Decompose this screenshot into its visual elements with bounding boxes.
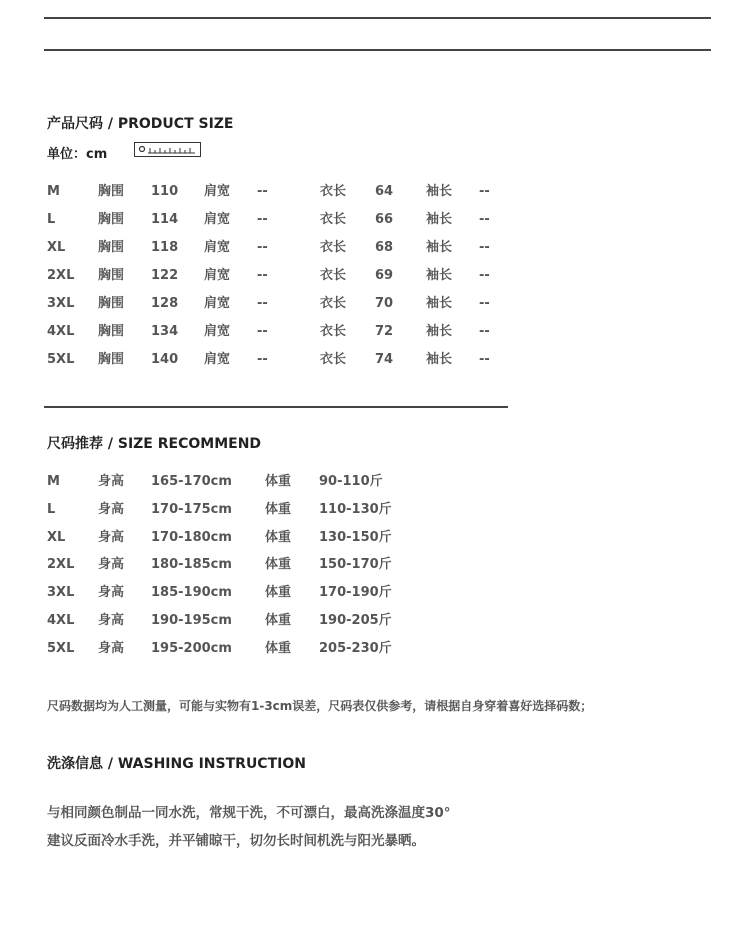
shoulder-value: --	[257, 268, 268, 283]
sleeve-value: --	[479, 352, 490, 367]
sleeve-label: 袖长	[426, 212, 453, 227]
length-value: 66	[375, 212, 394, 227]
sleeve-label: 袖长	[426, 240, 453, 255]
sleeve-label: 袖长	[426, 268, 453, 283]
weight-value: 110-130斤	[319, 502, 392, 517]
washing-title: 洗涤信息 / WASHING INSTRUCTION	[47, 756, 306, 772]
height-label: 身高	[98, 502, 125, 517]
size-cell: L	[47, 212, 56, 227]
length-label: 衣长	[320, 268, 347, 283]
size-cell: 3XL	[47, 296, 75, 311]
chest-label: 胸围	[98, 324, 125, 339]
size-cell: 5XL	[47, 641, 75, 656]
height-value: 195-200cm	[151, 641, 232, 656]
sleeve-value: --	[479, 240, 490, 255]
size-cell: 4XL	[47, 613, 75, 628]
shoulder-value: --	[257, 324, 268, 339]
size-cell: 5XL	[47, 352, 75, 367]
size-cell: XL	[47, 240, 66, 255]
recommend-row	[0, 555, 750, 575]
sleeve-label: 袖长	[426, 184, 453, 199]
shoulder-label: 肩宽	[204, 352, 231, 367]
length-value: 74	[375, 352, 394, 367]
weight-value: 90-110斤	[319, 474, 383, 489]
size-cell: L	[47, 502, 56, 517]
length-label: 衣长	[320, 212, 347, 227]
height-value: 165-170cm	[151, 474, 232, 489]
size-cell: M	[47, 184, 60, 199]
length-value: 70	[375, 296, 394, 311]
chest-label: 胸围	[98, 184, 125, 199]
top-divider	[44, 17, 711, 19]
length-value: 69	[375, 268, 394, 283]
shoulder-label: 肩宽	[204, 184, 231, 199]
height-value: 185-190cm	[151, 585, 232, 600]
size-cell: 3XL	[47, 585, 75, 600]
size-cell: 2XL	[47, 557, 75, 572]
shoulder-label: 肩宽	[204, 212, 231, 227]
weight-value: 170-190斤	[319, 585, 392, 600]
chest-label: 胸围	[98, 212, 125, 227]
shoulder-label: 肩宽	[204, 324, 231, 339]
size-cell: 2XL	[47, 268, 75, 283]
shoulder-label: 肩宽	[204, 240, 231, 255]
length-label: 衣长	[320, 184, 347, 199]
length-label: 衣长	[320, 296, 347, 311]
section-divider	[44, 406, 508, 408]
chest-value: 114	[151, 212, 179, 227]
weight-label: 体重	[265, 557, 292, 572]
sleeve-value: --	[479, 324, 490, 339]
weight-label: 体重	[265, 613, 292, 628]
sleeve-value: --	[479, 212, 490, 227]
chest-value: 122	[151, 268, 179, 283]
chest-value: 110	[151, 184, 179, 199]
weight-label: 体重	[265, 530, 292, 545]
product-size-row	[0, 350, 750, 370]
sleeve-label: 袖长	[426, 324, 453, 339]
height-value: 190-195cm	[151, 613, 232, 628]
length-label: 衣长	[320, 240, 347, 255]
shoulder-label: 肩宽	[204, 296, 231, 311]
sleeve-value: --	[479, 184, 490, 199]
length-label: 衣长	[320, 324, 347, 339]
shoulder-value: --	[257, 240, 268, 255]
shoulder-value: --	[257, 212, 268, 227]
chest-value: 134	[151, 324, 179, 339]
size-cell: 4XL	[47, 324, 75, 339]
length-label: 衣长	[320, 352, 347, 367]
product-size-row	[0, 182, 750, 202]
weight-label: 体重	[265, 641, 292, 656]
height-value: 180-185cm	[151, 557, 232, 572]
weight-label: 体重	[265, 474, 292, 489]
weight-label: 体重	[265, 502, 292, 517]
weight-value: 130-150斤	[319, 530, 392, 545]
weight-value: 150-170斤	[319, 557, 392, 572]
size-cell: M	[47, 474, 60, 489]
shoulder-value: --	[257, 296, 268, 311]
ruler-icon	[134, 142, 201, 157]
height-value: 170-175cm	[151, 502, 232, 517]
product-size-row	[0, 294, 750, 314]
chest-value: 128	[151, 296, 179, 311]
chest-label: 胸围	[98, 268, 125, 283]
size-recommend-title: 尺码推荐 / SIZE RECOMMEND	[47, 436, 262, 452]
shoulder-label: 肩宽	[204, 268, 231, 283]
second-divider	[44, 49, 711, 51]
length-value: 68	[375, 240, 394, 255]
washing-line-2: 建议反面冷水手洗，并平铺晾干，切勿长时间机洗与阳光暴晒。	[47, 833, 425, 849]
sleeve-value: --	[479, 296, 490, 311]
sleeve-label: 袖长	[426, 296, 453, 311]
product-size-row	[0, 238, 750, 258]
washing-line-1: 与相同颜色制品一同水洗，常规干洗，不可漂白，最高洗涤温度30°	[47, 805, 451, 821]
weight-value: 205-230斤	[319, 641, 392, 656]
recommend-row	[0, 500, 750, 520]
chest-label: 胸围	[98, 240, 125, 255]
sleeve-label: 袖长	[426, 352, 453, 367]
height-label: 身高	[98, 474, 125, 489]
shoulder-value: --	[257, 352, 268, 367]
recommend-row	[0, 639, 750, 659]
product-size-row	[0, 266, 750, 286]
sleeve-value: --	[479, 268, 490, 283]
height-value: 170-180cm	[151, 530, 232, 545]
chest-label: 胸围	[98, 296, 125, 311]
height-label: 身高	[98, 530, 125, 545]
chest-value: 118	[151, 240, 179, 255]
recommend-row	[0, 472, 750, 492]
height-label: 身高	[98, 641, 125, 656]
weight-value: 190-205斤	[319, 613, 392, 628]
measurement-note: 尺码数据均为人工测量，可能与实物有1-3cm误差，尺码表仅供参考，请根据自身穿着喜好选择码数；	[47, 699, 593, 713]
length-value: 64	[375, 184, 394, 199]
shoulder-value: --	[257, 184, 268, 199]
recommend-row	[0, 528, 750, 548]
weight-label: 体重	[265, 585, 292, 600]
height-label: 身高	[98, 613, 125, 628]
product-size-title: 产品尺码 / PRODUCT SIZE	[47, 116, 234, 132]
height-label: 身高	[98, 557, 125, 572]
length-value: 72	[375, 324, 394, 339]
recommend-row	[0, 583, 750, 603]
height-label: 身高	[98, 585, 125, 600]
recommend-row	[0, 611, 750, 631]
product-size-row	[0, 210, 750, 230]
chest-label: 胸围	[98, 352, 125, 367]
chest-value: 140	[151, 352, 179, 367]
product-size-row	[0, 322, 750, 342]
size-cell: XL	[47, 530, 66, 545]
unit-label: 单位：cm	[47, 147, 108, 162]
